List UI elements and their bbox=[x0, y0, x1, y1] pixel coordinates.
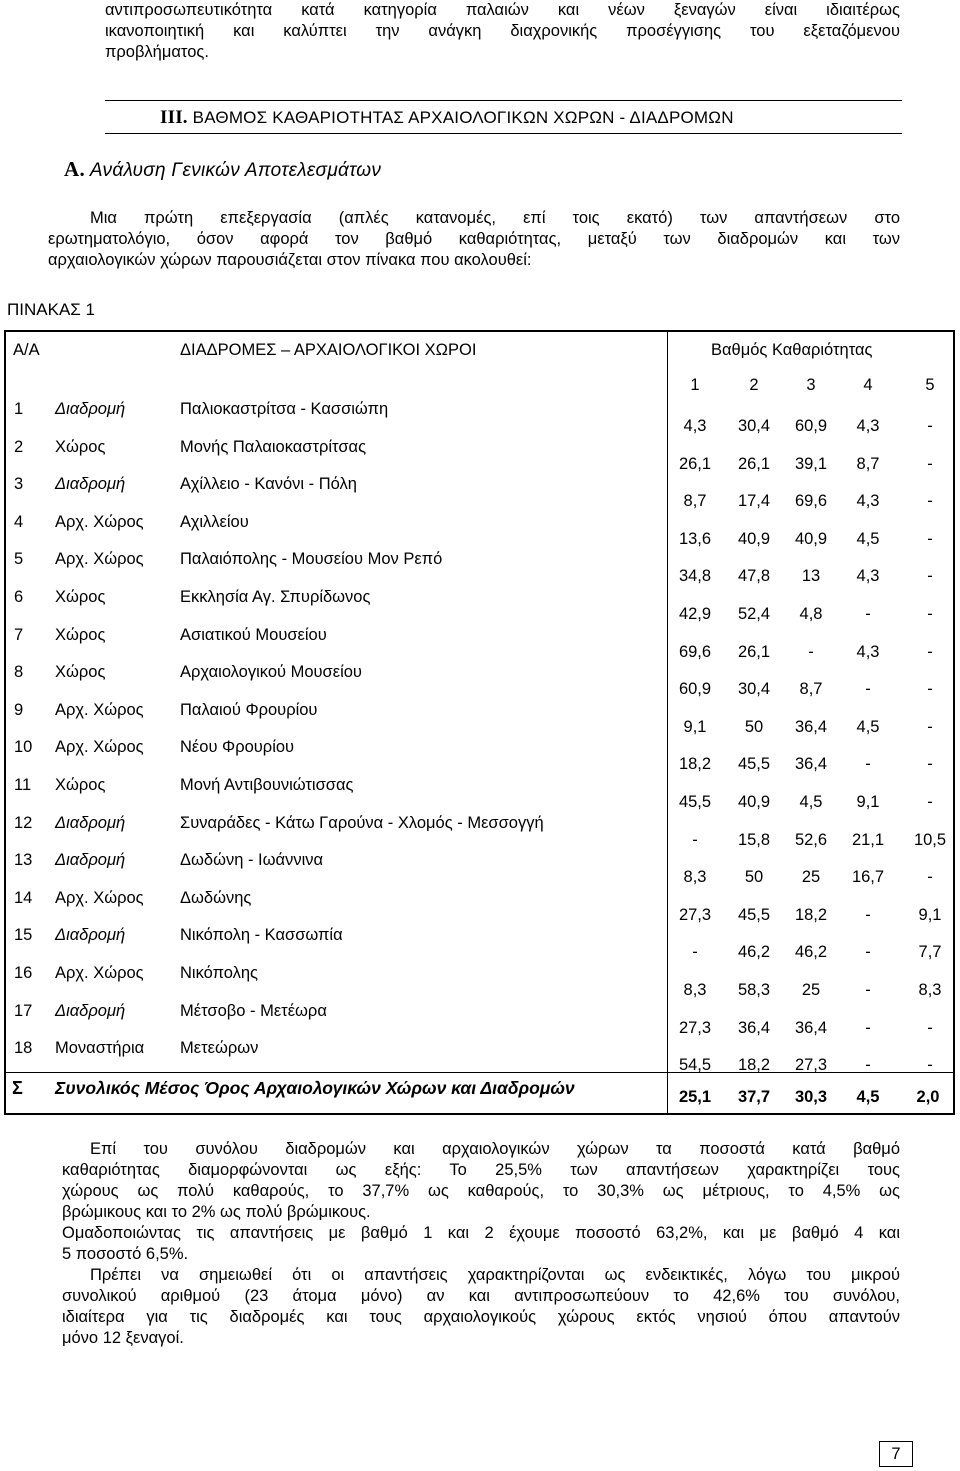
row-value-2: 17,4 bbox=[737, 492, 771, 511]
paragraph-totals bbox=[62, 1139, 900, 1223]
row-value-4: 4,3 bbox=[856, 417, 880, 435]
row-value-3: 52,6 bbox=[794, 830, 828, 849]
paragraph-line: 5 ποσοστό 6,5%. bbox=[62, 1245, 189, 1263]
row-value-5: - bbox=[927, 717, 933, 736]
row-value-2: 50 bbox=[744, 717, 764, 736]
row-place: Νέου Φρουρίου bbox=[180, 738, 295, 757]
row-value-4: - bbox=[865, 680, 871, 699]
row-value-5: - bbox=[927, 1056, 933, 1075]
table-row bbox=[0, 814, 960, 852]
table-row bbox=[0, 1002, 960, 1040]
row-value-2: 40,9 bbox=[737, 793, 771, 811]
row-value-2: 26,1 bbox=[737, 454, 771, 473]
row-index: 7 bbox=[14, 625, 24, 644]
row-place: Νικόπολης bbox=[180, 964, 258, 982]
row-index: 13 bbox=[14, 851, 33, 870]
header-scale-3: 3 bbox=[806, 376, 816, 394]
header-scale-5: 5 bbox=[925, 376, 935, 394]
summary-value-1: 25,1 bbox=[678, 1088, 712, 1106]
row-value-5: - bbox=[927, 1018, 933, 1037]
row-value-2: 58,3 bbox=[737, 981, 771, 999]
row-index: 15 bbox=[14, 926, 33, 945]
row-index: 6 bbox=[14, 588, 24, 606]
row-value-3: 4,5 bbox=[799, 793, 823, 811]
row-value-5: - bbox=[927, 642, 933, 661]
table-row bbox=[0, 588, 960, 626]
row-kind: Χώρος bbox=[55, 776, 106, 794]
row-value-4: 9,1 bbox=[856, 793, 880, 811]
paragraph-line: χώρους ως πολύ καθαρούς, το 37,7% ως καθαρούς, το 30,3% ως μέτριους, το 4,5% ως bbox=[62, 1182, 900, 1200]
row-value-2: 15,8 bbox=[737, 830, 771, 849]
row-index: 1 bbox=[14, 400, 24, 418]
section-rule-top bbox=[105, 100, 902, 101]
table-row bbox=[0, 926, 960, 964]
row-place: Μονής Παλαιοκαστρίτσας bbox=[180, 437, 367, 456]
row-value-3: 4,8 bbox=[799, 605, 823, 623]
paragraph-line: Πρέπει να σημειωθεί ότι οι απαντήσεις χαρακτηρίζονται ως ενδεικτικές, λόγω του μικρού bbox=[90, 1266, 900, 1284]
row-value-4: 4,3 bbox=[856, 567, 880, 586]
row-place: Παλαιόπολης - Μουσείου Μον Ρεπό bbox=[180, 550, 443, 569]
row-kind: Αρχ. Χώρος bbox=[55, 550, 144, 569]
row-value-5: - bbox=[927, 793, 933, 811]
subsection-title: Ανάλυση Γενικών Αποτελεσμάτων bbox=[89, 160, 382, 181]
row-kind: Διαδρομή bbox=[55, 813, 126, 832]
paragraph-line: ιδιαίτερα για τις διαδρομές και τους αρχαιολογικούς χώρους εκτός νησιού όπου απαντούν bbox=[62, 1308, 900, 1326]
row-kind: Διαδρομή bbox=[55, 400, 126, 418]
row-value-3: 27,3 bbox=[794, 1056, 828, 1075]
section-heading bbox=[160, 107, 734, 129]
row-place: Δωδώνης bbox=[180, 888, 252, 907]
row-value-3: 25 bbox=[801, 981, 821, 999]
table-row bbox=[0, 663, 960, 701]
paragraph-note bbox=[62, 1265, 900, 1349]
summary-value-5: 2,0 bbox=[916, 1088, 940, 1106]
row-value-2: 45,5 bbox=[737, 755, 771, 774]
row-index: 16 bbox=[14, 964, 33, 982]
row-value-5: - bbox=[927, 605, 933, 623]
row-value-1: 8,7 bbox=[683, 492, 707, 511]
summary-value-4: 4,5 bbox=[856, 1088, 880, 1106]
row-place: Εκκλησία Αγ. Σπυρίδωνος bbox=[180, 588, 371, 606]
row-value-2: 46,2 bbox=[737, 943, 771, 962]
row-value-3: 36,4 bbox=[794, 717, 828, 736]
row-value-1: 13,6 bbox=[678, 529, 712, 548]
row-value-4: 4,5 bbox=[856, 717, 880, 736]
summary-value-2: 37,7 bbox=[737, 1088, 771, 1106]
row-value-4: - bbox=[865, 1018, 871, 1037]
paragraph-line: Ομαδοποιώντας τις απαντήσεις με βαθμό 1 και 2 έχουμε ποσοστό 63,2%, και με βαθμό 4 και bbox=[62, 1224, 900, 1242]
row-value-4: - bbox=[865, 755, 871, 774]
row-index: 17 bbox=[14, 1001, 33, 1020]
row-value-4: - bbox=[865, 605, 871, 623]
row-value-2: 45,5 bbox=[737, 905, 771, 924]
section-roman-numeral: III. bbox=[160, 107, 188, 128]
row-index: 9 bbox=[14, 700, 24, 719]
header-scale-2: 2 bbox=[749, 376, 759, 394]
row-kind: Αρχ. Χώρος bbox=[55, 700, 144, 719]
header-grade: Βαθμός Καθαριότητας bbox=[711, 341, 873, 359]
row-place: Αχιλλείου bbox=[180, 512, 249, 531]
row-index: 2 bbox=[14, 437, 24, 456]
row-value-4: - bbox=[865, 1056, 871, 1075]
row-kind: Διαδρομή bbox=[55, 475, 126, 494]
section-rule-bottom bbox=[105, 133, 902, 134]
row-value-4: 16,7 bbox=[851, 868, 885, 887]
header-scale-1: 1 bbox=[690, 376, 700, 394]
row-place: Παλιοκαστρίτσα - Κασσιώπη bbox=[180, 400, 389, 418]
row-index: 5 bbox=[14, 550, 24, 569]
row-place: Νικόπολη - Κασσωπία bbox=[180, 926, 343, 945]
row-value-2: 18,2 bbox=[737, 1056, 771, 1075]
row-kind: Διαδρομή bbox=[55, 1001, 126, 1020]
row-kind: Αρχ. Χώρος bbox=[55, 964, 144, 982]
intro-line: ικανοποιητική και καλύπτει την ανάγκη διαχρονικής προσέγγισης του εξεταζόμενου bbox=[105, 22, 900, 40]
row-value-5: - bbox=[927, 492, 933, 511]
table-row bbox=[0, 964, 960, 1002]
row-place: Δωδώνη - Ιωάννινα bbox=[180, 851, 324, 870]
row-value-1: 18,2 bbox=[678, 755, 712, 774]
row-kind: Αρχ. Χώρος bbox=[55, 888, 144, 907]
row-value-5: - bbox=[927, 567, 933, 586]
row-kind: Αρχ. Χώρος bbox=[55, 738, 144, 757]
row-value-5: - bbox=[927, 529, 933, 548]
page-number: 7 bbox=[879, 1441, 913, 1467]
summary-label: Συνολικός Μέσος Όρος Αρχαιολογικών Χώρων και Διαδρομών bbox=[55, 1078, 575, 1098]
row-value-2: 36,4 bbox=[737, 1018, 771, 1037]
row-value-1: 9,1 bbox=[683, 717, 707, 736]
row-value-5: 8,3 bbox=[918, 981, 942, 999]
row-index: 3 bbox=[14, 475, 24, 494]
paragraph-line: βρώμικους και το 2% ως πολύ βρώμικους. bbox=[62, 1203, 371, 1221]
row-value-5: - bbox=[927, 417, 933, 435]
summary-sigma: Σ bbox=[12, 1078, 23, 1098]
table-row bbox=[0, 400, 960, 438]
row-value-2: 40,9 bbox=[737, 529, 771, 548]
table-summary-row bbox=[0, 1078, 960, 1118]
summary-value-3: 30,3 bbox=[794, 1088, 828, 1106]
row-value-2: 26,1 bbox=[737, 642, 771, 661]
row-place: Συναράδες - Κάτω Γαρούνα - Χλομός - Μεσσογγή bbox=[180, 813, 544, 832]
row-kind: Διαδρομή bbox=[55, 851, 126, 870]
row-value-1: - bbox=[692, 943, 698, 962]
intro-line: αντιπροσωπευτικότητα κατά κατηγορία παλαιών και νέων ξεναγών είναι ιδιαιτέρως bbox=[105, 1, 900, 19]
row-value-4: 21,1 bbox=[851, 830, 885, 849]
row-value-3: 40,9 bbox=[794, 529, 828, 548]
header-aa: Α/Α bbox=[13, 341, 40, 359]
row-value-1: 8,3 bbox=[683, 868, 707, 887]
row-value-3: 13 bbox=[801, 567, 821, 586]
header-scale-4: 4 bbox=[863, 376, 873, 394]
row-place: Αχίλλειο - Κανόνι - Πόλη bbox=[180, 475, 357, 494]
header-routes: ΔΙΑΔΡΟΜΕΣ – ΑΡΧΑΙΟΛΟΓΙΚΟΙ ΧΩΡΟΙ bbox=[180, 341, 477, 359]
row-value-5: 9,1 bbox=[918, 905, 942, 924]
row-value-1: 8,3 bbox=[683, 981, 707, 999]
row-value-1: - bbox=[692, 830, 698, 849]
row-index: 14 bbox=[14, 888, 33, 907]
row-value-5: - bbox=[927, 680, 933, 699]
paragraph-line: Επί του συνόλου διαδρομών και αρχαιολογικών χώρων τα ποσοστά κατά βαθμό bbox=[90, 1140, 900, 1158]
row-value-3: 46,2 bbox=[794, 943, 828, 962]
row-value-1: 34,8 bbox=[678, 567, 712, 586]
table-row bbox=[0, 851, 960, 889]
row-kind: Χώρος bbox=[55, 588, 106, 606]
row-value-4: - bbox=[865, 905, 871, 924]
paragraph-intro-table bbox=[48, 208, 900, 271]
row-value-5: 10,5 bbox=[913, 830, 947, 849]
row-kind: Μοναστήρια bbox=[55, 1039, 145, 1058]
intro-paragraph bbox=[105, 0, 900, 63]
row-place: Ασιατικού Μουσείου bbox=[180, 625, 327, 644]
row-value-4: 4,5 bbox=[856, 529, 880, 548]
row-value-1: 45,5 bbox=[678, 793, 712, 811]
table-row bbox=[0, 738, 960, 776]
table-row bbox=[0, 1039, 960, 1077]
subsection-letter: Α. bbox=[64, 157, 86, 181]
intro-line: προβλήματος. bbox=[105, 43, 209, 61]
table-row bbox=[0, 438, 960, 476]
row-value-3: 36,4 bbox=[794, 1018, 828, 1037]
row-value-3: 39,1 bbox=[794, 454, 828, 473]
row-value-5: 7,7 bbox=[918, 943, 942, 962]
row-value-2: 30,4 bbox=[737, 680, 771, 699]
table-row bbox=[0, 626, 960, 664]
row-value-5: - bbox=[927, 454, 933, 473]
row-place: Αρχαιολογικού Μουσείου bbox=[180, 663, 362, 682]
row-value-4: 4,3 bbox=[856, 642, 880, 661]
row-value-1: 27,3 bbox=[678, 1018, 712, 1037]
row-value-1: 42,9 bbox=[678, 605, 712, 623]
row-value-2: 30,4 bbox=[737, 417, 771, 435]
row-value-3: 60,9 bbox=[794, 417, 828, 435]
section-title: ΒΑΘΜΟΣ ΚΑΘΑΡΙΟΤΗΤΑΣ ΑΡΧΑΙΟΛΟΓΙΚΩΝ ΧΩΡΩΝ - ΔΙΑΔΡΟΜΩΝ bbox=[192, 108, 734, 127]
row-value-3: 8,7 bbox=[799, 680, 823, 699]
table-row bbox=[0, 776, 960, 814]
row-kind: Χώρος bbox=[55, 663, 106, 682]
row-value-1: 60,9 bbox=[678, 680, 712, 699]
row-place: Μέτσοβο - Μετέωρα bbox=[180, 1001, 327, 1020]
subsection-heading bbox=[64, 157, 381, 182]
row-value-2: 47,8 bbox=[737, 567, 771, 586]
row-value-4: 4,3 bbox=[856, 492, 880, 511]
row-value-1: 54,5 bbox=[678, 1056, 712, 1075]
row-value-4: - bbox=[865, 981, 871, 999]
row-kind: Χώρος bbox=[55, 437, 106, 456]
table-row bbox=[0, 701, 960, 739]
paragraph-line: ερωτηματολόγιο, όσον αφορά τον βαθμό καθαριότητας, μεταξύ των διαδρομών και των bbox=[48, 230, 900, 248]
row-index: 12 bbox=[14, 813, 33, 832]
paragraph-line: καθαριότητας διαμορφώνονται ως εξής: Το 25,5% των απαντήσεων χαρακτηρίζει τους bbox=[62, 1161, 900, 1179]
row-value-5: - bbox=[927, 755, 933, 774]
row-index: 4 bbox=[14, 512, 24, 531]
row-kind: Χώρος bbox=[55, 625, 106, 644]
row-value-2: 52,4 bbox=[737, 605, 771, 623]
row-kind: Αρχ. Χώρος bbox=[55, 512, 144, 531]
row-place: Παλαιού Φρουρίου bbox=[180, 700, 318, 719]
row-index: 10 bbox=[14, 738, 33, 757]
paragraph-grouping bbox=[62, 1223, 900, 1265]
row-index: 11 bbox=[14, 776, 32, 794]
table-row bbox=[0, 513, 960, 551]
row-index: 8 bbox=[14, 663, 24, 682]
table-row bbox=[0, 889, 960, 927]
table-label: ΠΙΝΑΚΑΣ 1 bbox=[7, 300, 95, 319]
table-row bbox=[0, 550, 960, 588]
row-value-1: 4,3 bbox=[683, 417, 707, 435]
row-value-3: 36,4 bbox=[794, 755, 828, 774]
row-index: 18 bbox=[14, 1039, 33, 1058]
row-value-1: 69,6 bbox=[678, 642, 712, 661]
row-value-3: 69,6 bbox=[794, 492, 828, 511]
row-value-4: - bbox=[865, 943, 871, 962]
paragraph-line: συνολικού αριθμού (23 άτομα μόνο) αν και αντιπροσωπεύουν το 42,6% του συνόλου, bbox=[62, 1287, 900, 1305]
row-value-1: 26,1 bbox=[678, 454, 712, 473]
paragraph-line: μόνο 12 ξεναγοί. bbox=[62, 1329, 184, 1347]
paragraph-line: αρχαιολογικών χώρων παρουσιάζεται στον πίνακα που ακολουθεί: bbox=[48, 251, 532, 269]
row-value-3: - bbox=[808, 642, 814, 661]
row-value-3: 25 bbox=[801, 868, 821, 887]
row-place: Μονή Αντιβουνιώτισσας bbox=[180, 776, 354, 794]
row-place: Μετεώρων bbox=[180, 1039, 259, 1058]
row-value-3: 18,2 bbox=[794, 905, 828, 924]
table-row bbox=[0, 475, 960, 513]
paragraph-line: Μια πρώτη επεξεργασία (απλές κατανομές, επί τοις εκατό) των απαντήσεων στο bbox=[90, 209, 900, 227]
row-value-4: 8,7 bbox=[856, 454, 880, 473]
row-value-2: 50 bbox=[744, 868, 764, 887]
row-value-5: - bbox=[927, 868, 933, 887]
row-value-1: 27,3 bbox=[678, 905, 712, 924]
row-kind: Διαδρομή bbox=[55, 926, 126, 945]
